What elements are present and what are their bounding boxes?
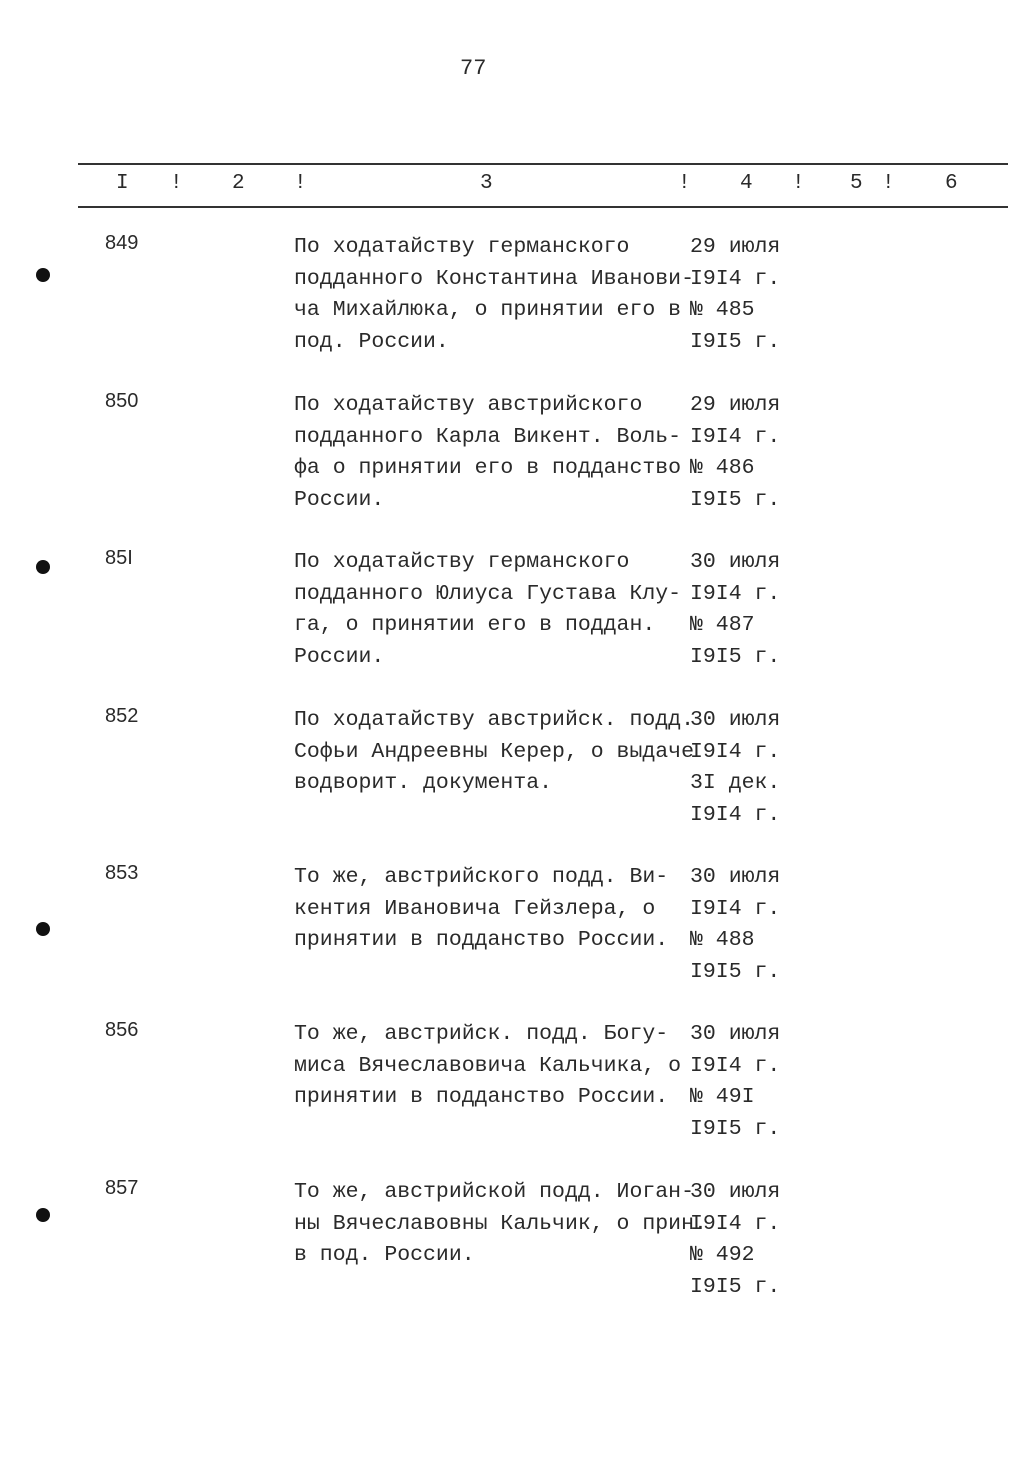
date-line: 3I дек. [690, 771, 781, 795]
col-3: 3 [480, 172, 493, 195]
description-line: подданного Юлиуса Густава Клу- [294, 581, 682, 606]
date-line: 30 июля [690, 550, 781, 574]
date-line: № 486 [690, 456, 755, 480]
col-1: I [116, 172, 129, 195]
entry-description [294, 705, 694, 800]
description-line: ча Михайлюка, о принятии его в [294, 298, 682, 322]
description-line: По ходатайству австрийск. подд. [294, 708, 694, 732]
entry-number: 853 [105, 862, 139, 884]
entry-dates [690, 232, 780, 358]
date-line: 29 июля [690, 393, 781, 417]
entry-dates [690, 705, 780, 831]
date-line: I9I5 г. [690, 959, 781, 984]
col-5: 5 [850, 172, 863, 195]
date-line: I9I4 г. [690, 739, 781, 764]
col-2: 2 [232, 172, 245, 195]
col-sep: ! [294, 172, 307, 195]
description-line: По ходатайству германского [294, 550, 630, 574]
col-sep: ! [882, 172, 895, 195]
description-line: под. России. [294, 329, 449, 354]
date-line: № 485 [690, 298, 755, 322]
date-line: I9I5 г. [690, 1116, 781, 1141]
list-item [0, 862, 1024, 1002]
description-line: По ходатайству австрийского [294, 393, 643, 417]
entry-number: 852 [105, 705, 139, 727]
list-item [0, 1177, 1024, 1317]
entry-description [294, 390, 681, 516]
date-line: № 488 [690, 928, 755, 952]
list-item [0, 547, 1024, 687]
header-top-rule [78, 163, 1008, 165]
description-line: ны Вячеславовны Кальчик, о прин. [294, 1211, 707, 1236]
date-line: 30 июля [690, 708, 781, 732]
entry-number: 856 [105, 1019, 139, 1041]
entry-description [294, 1177, 707, 1272]
description-line: кентия Ивановича Гейзлера, о [294, 896, 656, 921]
entry-description [294, 1019, 681, 1114]
entry-description [294, 862, 668, 957]
entry-number: 850 [105, 390, 139, 412]
date-line: I9I4 г. [690, 1053, 781, 1078]
entry-dates [690, 1019, 780, 1145]
header-bottom-rule [78, 206, 1008, 208]
entry-number: 85I [105, 547, 133, 569]
description-line: водворит. документа. [294, 771, 553, 795]
description-line: миса Вячеславовича Кальчика, о [294, 1053, 682, 1078]
description-line: подданного Константина Иванови- [294, 266, 694, 291]
col-6: 6 [945, 172, 958, 195]
list-item [0, 232, 1024, 372]
description-line: России. [294, 487, 385, 512]
page-number: 77 [460, 56, 487, 81]
date-line: I9I5 г. [690, 329, 781, 354]
date-line: I9I4 г. [690, 266, 781, 291]
date-line: 30 июля [690, 1180, 781, 1204]
date-line: 29 июля [690, 235, 781, 259]
date-line: № 487 [690, 613, 755, 637]
date-line: I9I5 г. [690, 644, 781, 669]
date-line: I9I4 г. [690, 424, 781, 449]
date-line: I9I4 г. [690, 581, 781, 606]
description-line: га, о принятии его в поддан. [294, 613, 656, 637]
entry-description [294, 547, 681, 673]
date-line: 30 июля [690, 865, 781, 889]
date-line: 30 июля [690, 1022, 781, 1046]
description-line: в под. России. [294, 1243, 475, 1267]
description-line: Софьи Андреевны Керер, о выдаче [294, 739, 694, 764]
date-line: № 492 [690, 1243, 755, 1267]
date-line: I9I5 г. [690, 487, 781, 512]
description-line: То же, австрийск. подд. Богу- [294, 1022, 669, 1046]
description-line: фа о принятии его в подданство [294, 456, 682, 480]
date-line: I9I4 г. [690, 896, 781, 921]
description-line: То же, австрийской подд. Иоган- [294, 1180, 694, 1204]
description-line: подданного Карла Викент. Воль- [294, 424, 682, 449]
description-line: России. [294, 644, 385, 669]
entry-dates [690, 1177, 780, 1303]
date-line: I9I4 г. [690, 1211, 781, 1236]
entry-number: 857 [105, 1177, 139, 1199]
description-line: То же, австрийского подд. Ви- [294, 865, 669, 889]
description-line: По ходатайству германского [294, 235, 630, 259]
entry-number: 849 [105, 232, 139, 254]
list-item [0, 1019, 1024, 1159]
date-line: I9I5 г. [690, 1274, 781, 1299]
col-sep: ! [792, 172, 805, 195]
col-sep: ! [170, 172, 183, 195]
entry-description [294, 232, 694, 358]
entry-dates [690, 547, 780, 673]
entry-dates [690, 862, 780, 988]
description-line: принятии в подданство России. [294, 928, 669, 952]
col-4: 4 [740, 172, 753, 195]
list-item [0, 705, 1024, 845]
description-line: принятии в подданство России. [294, 1085, 669, 1109]
entry-dates [690, 390, 780, 516]
col-sep: ! [678, 172, 691, 195]
list-item [0, 390, 1024, 530]
date-line: № 49I [690, 1085, 755, 1109]
date-line: I9I4 г. [690, 802, 781, 827]
